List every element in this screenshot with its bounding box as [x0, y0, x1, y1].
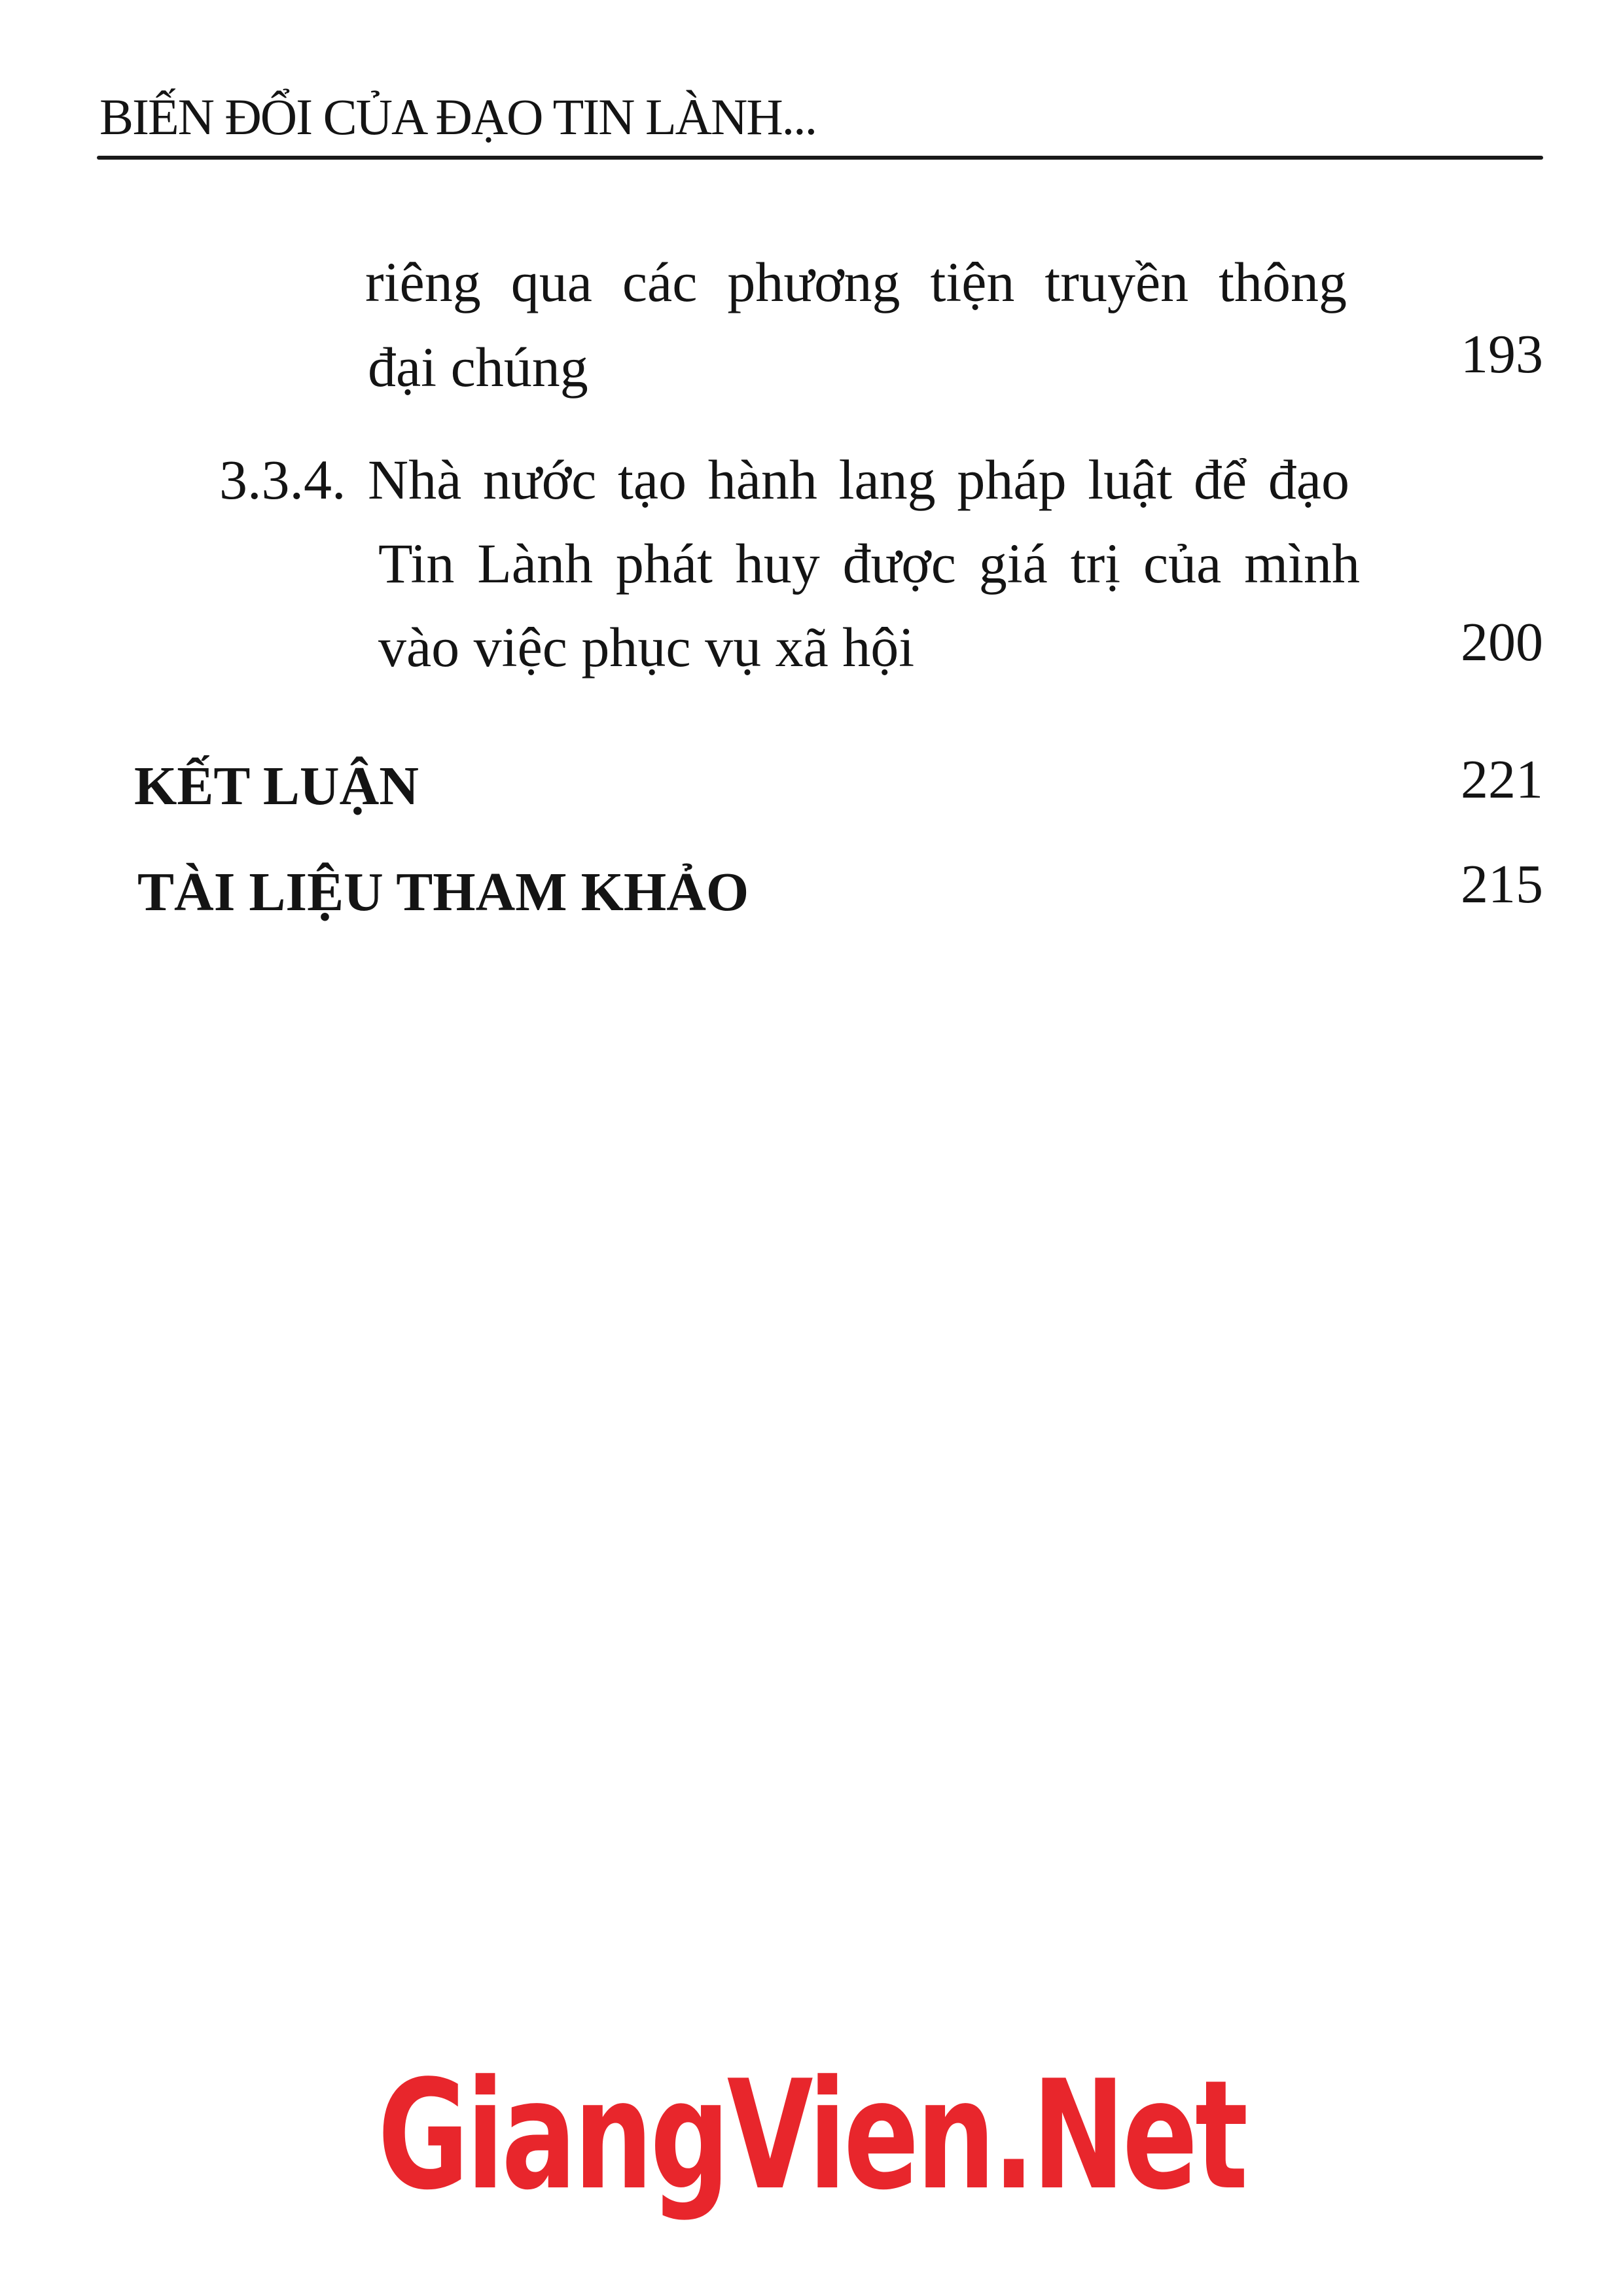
header-rule — [97, 156, 1543, 160]
toc-entry-334-line2: Tin Lành phát huy được giá trị của mình — [378, 532, 1360, 595]
toc-conclusion-page: 221 — [1461, 749, 1543, 810]
toc-entry-media-line1: riêng qua các phương tiện truyền thông — [365, 251, 1347, 313]
toc-references-label: TÀI LIỆU THAM KHẢO — [137, 862, 749, 923]
toc-entry-334-number: 3.3.4. — [219, 448, 346, 511]
watermark-logo: GiangVien.Net — [378, 2049, 1245, 2223]
toc-entry-334-page: 200 — [1461, 612, 1543, 673]
toc-entry-media-line2: đại chúng — [368, 336, 588, 398]
running-header: BIẾN ĐỔI CỦA ĐẠO TIN LÀNH... — [99, 88, 817, 145]
toc-entry-334-line1: Nhà nước tạo hành lang pháp luật để đạo — [368, 448, 1349, 511]
toc-conclusion-label: KẾT LUẬN — [134, 756, 419, 817]
toc-entry-media-page: 193 — [1461, 324, 1543, 385]
toc-entry-334-line3: vào việc phục vụ xã hội — [378, 616, 915, 679]
toc-references-page: 215 — [1461, 854, 1543, 915]
